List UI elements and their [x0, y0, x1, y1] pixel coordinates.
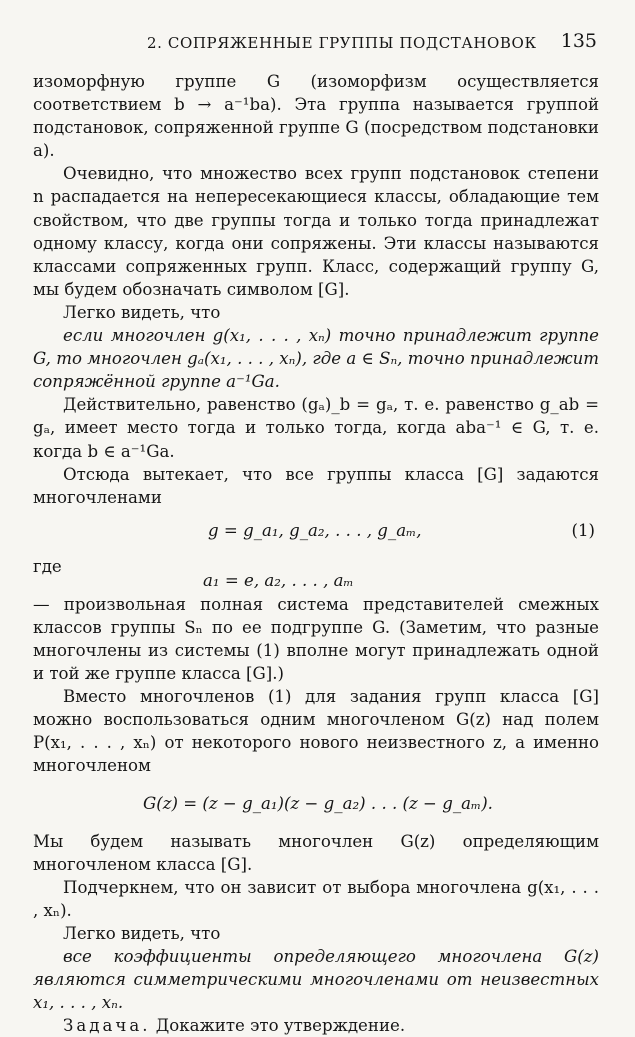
- paragraph-representatives: — произвольная полная система представителей смежных классов группы Sₙ по ее подгруппе G. (Заметим, что разные многочлены из системы (1) вполне могут принадлежать одной и той же группе класса [G].): [33, 594, 599, 684]
- where-clause: [33, 555, 599, 593]
- where-formula: a₁ = e, a₂, . . . , aₘ: [203, 570, 354, 590]
- exercise: [33, 1014, 599, 1037]
- formula-2: [33, 778, 599, 830]
- paragraph-continuation: изоморфную группе G (изоморфизм осуществляется соответствием b → a⁻¹ba). Эта группа называется группой подстановок, сопряженной группе G (посредством подстановки a).: [33, 72, 599, 161]
- page-body: [33, 70, 599, 1037]
- paragraph-consequence: Отсюда вытекает, что все группы класса [G] задаются многочленами: [33, 464, 599, 507]
- formula-1-number: (1): [571, 520, 595, 540]
- paragraph-easy-to-see-2: Легко видеть, что: [63, 923, 221, 943]
- running-head: 2. СОПРЯЖЕННЫЕ ГРУППЫ ПОДСТАНОВОК: [147, 34, 537, 52]
- where-label: где: [33, 556, 62, 576]
- formula-1-body: g = g_a₁, g_a₂, . . . , g_aₘ,: [208, 520, 422, 540]
- paragraph-easy-to-see: Легко видеть, что: [63, 302, 221, 322]
- formula-2-body: G(z) = (z − g_a₁)(z − g_a₂) . . . (z − g_aₘ).: [143, 793, 493, 813]
- formula-1: [33, 509, 599, 555]
- paragraph-conjugate-classes: Очевидно, что множество всех групп подстановок степени n распадается на непересекающиеся классы, обладающие тем свойством, что две группы тогда и только тогда принадлежат одному классу, когда они сопряжены. Эти классы называются классами сопряженных групп. Класс, содержащий группу G, мы будем обозначать символом [G].: [33, 164, 599, 299]
- statement-symmetric-coefficients: все коэффициенты определяющего многочлена G(z) являются симметрическими многочленами от неизвестных x₁, . . . , xₙ.: [33, 947, 599, 1013]
- paragraph-single-polynomial: Вместо многочленов (1) для задания групп класса [G] можно воспользоваться одним многочленом G(z) над полем P(x₁, . . . , xₙ) от некоторого нового неизвестного z, а именно многочленом: [33, 687, 599, 776]
- statement-polynomial-belongs: если многочлен g(x₁, . . . , xₙ) точно принадлежит группе G, то многочлен gₐ(x₁, . . . , xₙ), где a ∈ Sₙ, точно принадлежит сопряжённой группе a⁻¹Ga.: [33, 326, 599, 392]
- page-header: [0, 30, 635, 56]
- exercise-text: Докажите это утверждение.: [155, 1016, 406, 1036]
- exercise-label: Задача.: [63, 1016, 151, 1036]
- paragraph-dependence: Подчеркнем, что он зависит от выбора многочлена g(x₁, . . . , xₙ).: [33, 877, 599, 920]
- paragraph-proof: Действительно, равенство (gₐ)_b = gₐ, т. е. равенство g_ab = gₐ, имеет место тогда и только тогда, когда aba⁻¹ ∈ G, т. е. когда b ∈ a⁻¹Ga.: [33, 395, 599, 461]
- page-number: 135: [560, 30, 597, 52]
- paragraph-defining-polynomial: Мы будем называть многочлен G(z) определяющим многочленом класса [G].: [33, 831, 599, 874]
